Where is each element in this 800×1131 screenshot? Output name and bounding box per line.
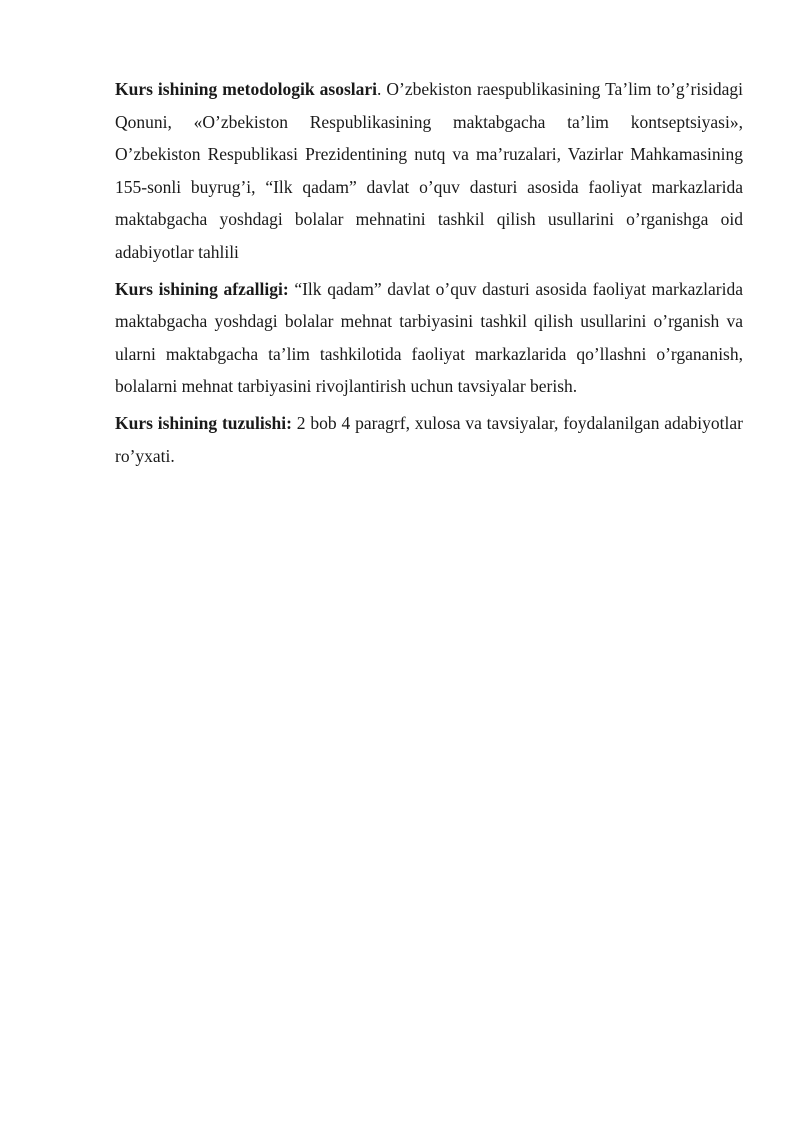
structure-text: 2 bob 4 paragrf, xulosa va tavsiyalar, foydalanilgan adabiyotlar ro’yxati. [115, 412, 743, 466]
methodology-text: . O’zbekiston raespublikasining Ta’lim to’g’risidagi Qonuni, «O’zbekiston Respublikasining maktabgacha ta’lim kontseptsiyasi», O’zbekiston Respublikasi Prezidentining nutq va ma’ruzalari, Vazirlar Mahkamasining 155-sonli buyrug’i, “Ilk qadam” davlat o’quv dasturi asosida faoliyat markazlarida maktabgacha yoshdagi bolalar mehnatini tashkil qilish usullarini o’rganishga oid adabiyotlar tahlili [115, 79, 743, 262]
advantage-text: “Ilk qadam” davlat o’quv dasturi asosida faoliyat markazlarida maktabgacha yoshdagi bolalar mehnat tarbiyasini tashkil qilish usullarini o’rganish va ularni maktabgacha ta’lim tashkilotida faoliyat markazlarida qo’llashni o’rgananish, bolalarni mehnat tarbiyasini rivojlantirish uchun tavsiyalar berish. [115, 278, 743, 397]
methodology-paragraph [115, 73, 743, 269]
methodology-heading: Kurs ishining metodologik asoslari [115, 79, 378, 99]
document-page [115, 73, 743, 476]
structure-heading: Kurs ishining tuzulishi: [115, 412, 292, 433]
structure-paragraph [115, 407, 743, 472]
advantage-paragraph [115, 273, 743, 403]
advantage-heading: Kurs ishining afzalligi: [115, 278, 289, 299]
